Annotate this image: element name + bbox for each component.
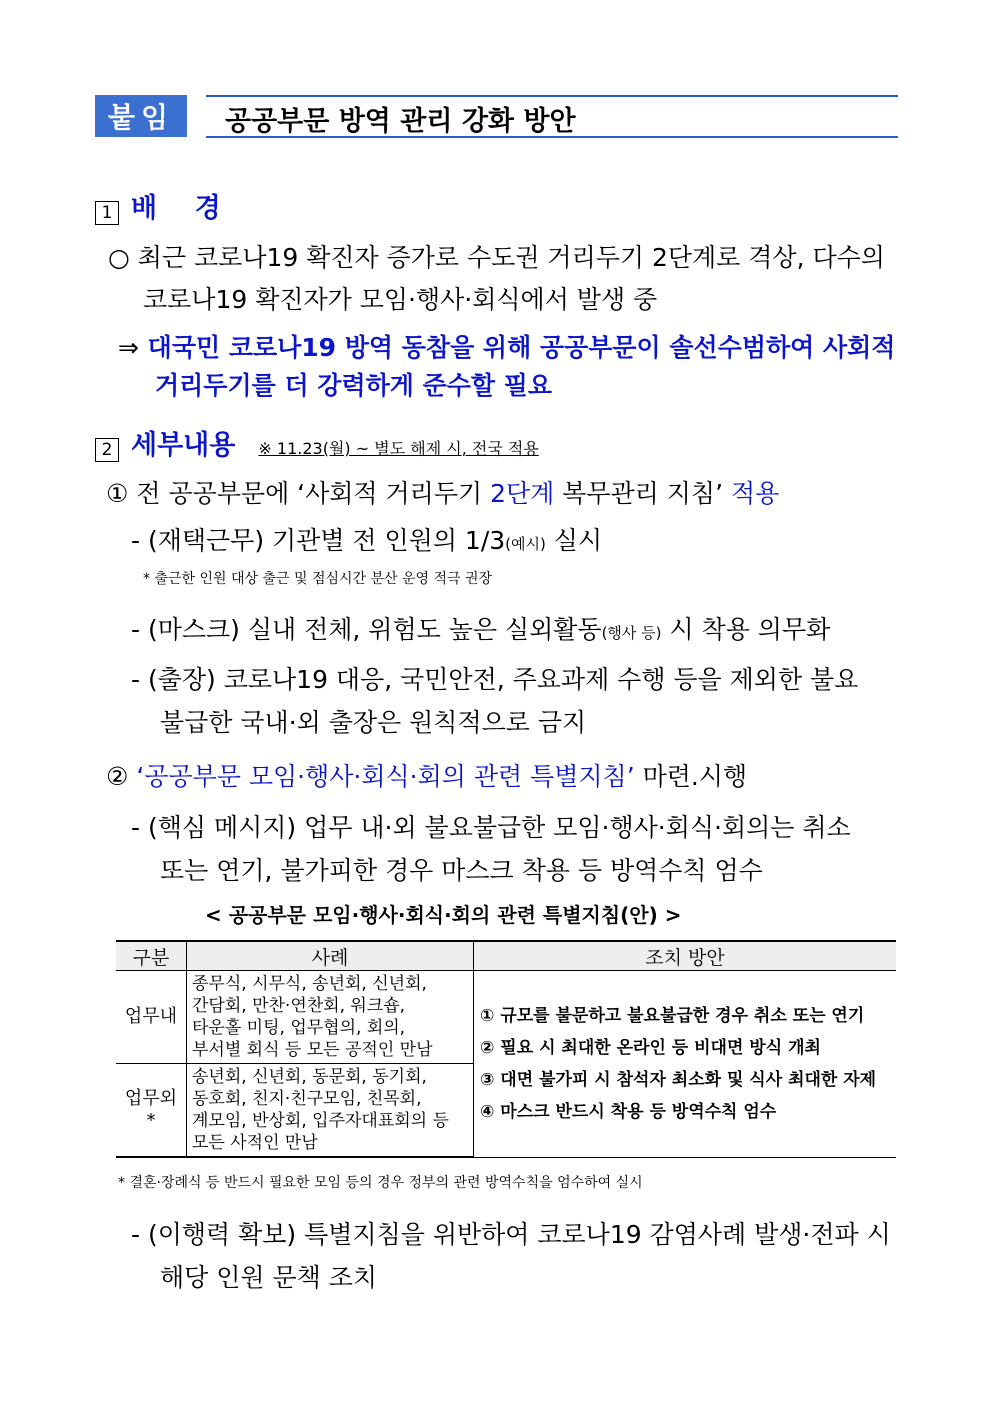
- item-1-sub-1: [131, 521, 602, 557]
- measure-item: ① 규모를 불문하고 불요불급한 경우 취소 또는 연기: [480, 1005, 865, 1026]
- item-1-sub-3-line-2: 불급한 국내·외 출장은 원칙적으로 금지: [160, 708, 587, 737]
- background-line-2: 코로나19 확진자가 모임·행사·회식에서 발생 중: [143, 285, 658, 314]
- mask-text: - (마스크) 실내 전체, 위험도 높은 실외활동: [131, 615, 602, 644]
- table-header-row: [116, 941, 896, 971]
- cases-cell: [187, 971, 474, 1064]
- mask-text-end: 시 착용 의무화: [661, 615, 831, 644]
- section-1-number: 1: [95, 201, 119, 225]
- bullet-circle: ○: [108, 243, 130, 272]
- section-2-number: 2: [95, 438, 119, 462]
- case-line: 송년회, 신년회, 동문회, 동기회,: [192, 1067, 427, 1087]
- measure-item: ② 필요 시 최대한 온라인 등 비대면 방식 개최: [480, 1037, 821, 1058]
- item-1-marker: ①: [106, 479, 129, 508]
- section-1-heading: [95, 186, 221, 225]
- case-line: 종무식, 시무식, 송년회, 신년회,: [192, 974, 427, 994]
- item-1-text-a: 전 공공부문에 ‘사회적 거리두기: [136, 479, 491, 508]
- item-1-text-d: 적용: [730, 479, 780, 508]
- title-rule-top: [206, 95, 898, 97]
- table-header-cases: 사례: [187, 941, 474, 971]
- item-2-text-a: ‘공공부문 모임·행사·회식·회의 관련 특별지침’: [136, 762, 635, 791]
- mask-example: (행사 등): [601, 624, 662, 642]
- document-title: 공공부문 방역 관리 강화 방안: [225, 106, 576, 137]
- table-title: < 공공부문 모임·행사·회식·회의 관련 특별지침(안) >: [205, 903, 682, 927]
- section-2-note: ※ 11.23(월) ~ 별도 해제 시, 전국 적용: [258, 439, 539, 458]
- table-header-measures: 조치 방안: [474, 941, 897, 971]
- case-line: 간담회, 만찬·연찬회, 워크숍,: [192, 996, 406, 1016]
- background-text-1: 최근 코로나19 확진자 증가로 수도권 거리두기 2단계로 격상, 다수의: [137, 243, 885, 272]
- arrow-icon: ⇒: [118, 333, 139, 362]
- case-line: 계모임, 반상회, 입주자대표회의 등: [192, 1111, 449, 1131]
- category-cell: 업무외*: [116, 1064, 187, 1158]
- case-line: 동호회, 친지·친구모임, 친목회,: [192, 1089, 422, 1109]
- measure-item: ③ 대면 불가피 시 참석자 최소화 및 식사 최대한 자제: [480, 1069, 877, 1090]
- table-header-category: 구분: [116, 941, 187, 971]
- enforcement-line-1: - (이행력 확보) 특별지침을 위반하여 코로나19 감염사례 발생·전파 시: [131, 1220, 891, 1249]
- telework-text-end: 실시: [545, 526, 603, 555]
- section-2-heading: [95, 423, 539, 462]
- item-2-heading: [106, 757, 747, 793]
- cases-cell: [187, 1064, 474, 1158]
- title-rule-bottom: [206, 136, 898, 138]
- conclusion-line-2: 거리두기를 더 강력하게 준수할 필요: [155, 371, 553, 400]
- item-1-sub-1-note: * 출근한 인원 대상 출근 및 점심시간 분산 운영 적극 권장: [143, 571, 493, 587]
- section-2-title: 세부내용: [131, 430, 236, 461]
- case-line: 타운홀 미팅, 업무협의, 회의,: [192, 1018, 406, 1038]
- category-cell: 업무내: [116, 971, 187, 1064]
- table-row: [116, 971, 896, 1064]
- background-line-1: [108, 238, 885, 274]
- case-line: 모든 사적인 만남: [192, 1133, 318, 1153]
- table-footnote: * 결혼·장례식 등 반드시 필요한 모임 등의 경우 정부의 관련 방역수칙을 엄수하여 실시: [118, 1175, 643, 1191]
- telework-text: - (재택근무) 기관별 전 인원의 1/3: [131, 526, 506, 555]
- item-2-sub-1-line-1: - (핵심 메시지) 업무 내·외 불요불급한 모임·행사·회식·회의는 취소: [131, 813, 851, 842]
- item-1-heading: [106, 474, 779, 510]
- item-2-marker: ②: [106, 762, 129, 791]
- conclusion-line-1: [118, 328, 895, 364]
- measure-item: ④ 마스크 반드시 착용 등 방역수칙 엄수: [480, 1101, 777, 1122]
- conclusion-text-1: 대국민 코로나19 방역 동참을 위해 공공부문이 솔선수범하여 사회적: [147, 333, 896, 362]
- item-1-text-b: 2단계: [490, 479, 555, 508]
- case-line: 부서별 회식 등 모든 공적인 만남: [192, 1040, 433, 1060]
- section-1-title: 배 경: [131, 193, 221, 224]
- enforcement-line-2: 해당 인원 문책 조치: [160, 1263, 378, 1292]
- item-2-sub-1-line-2: 또는 연기, 불가피한 경우 마스크 착용 등 방역수칙 엄수: [160, 856, 763, 885]
- measures-cell: [474, 971, 897, 1158]
- item-1-sub-2: [131, 610, 830, 646]
- telework-example: (예시): [505, 535, 546, 553]
- item-1-text-c: 복무관리 지침’: [554, 479, 731, 508]
- guideline-table: [116, 940, 896, 1158]
- item-2-text-b: 마련.시행: [634, 762, 748, 791]
- attachment-badge: 붙임: [95, 95, 187, 137]
- item-1-sub-3-line-1: - (출장) 코로나19 대응, 국민안전, 주요과제 수행 등을 제외한 불요: [131, 665, 859, 694]
